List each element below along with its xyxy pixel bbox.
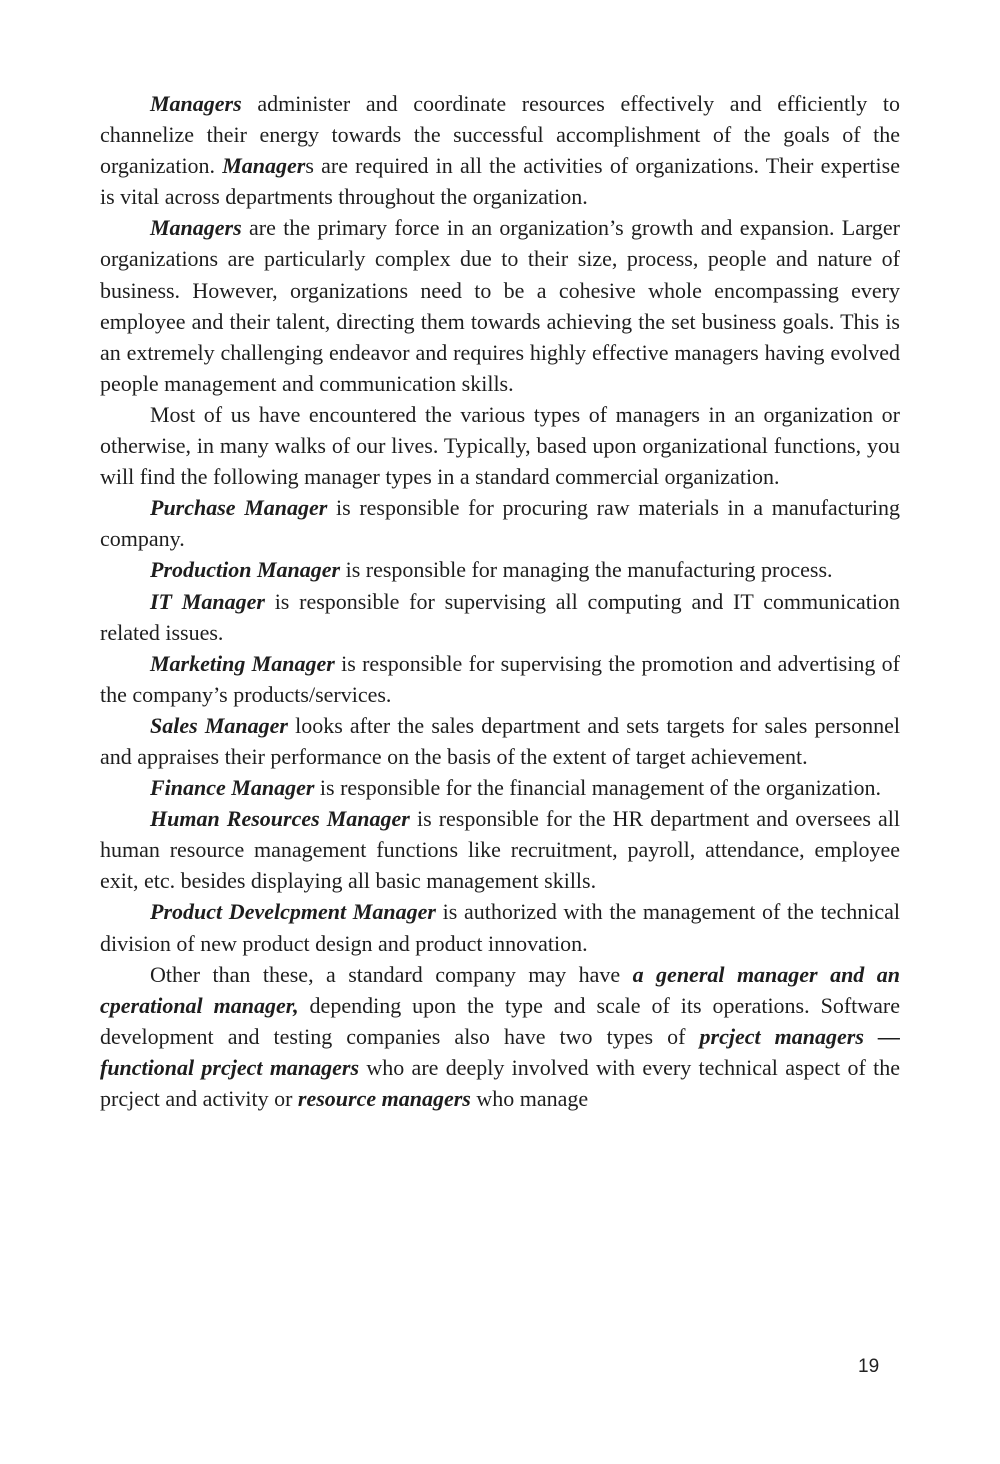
text-run: looks after the sales department and sets targets for sales personnel and appraises their performance on the basis of the extent of target achievement. [100, 712, 900, 769]
text-run: is responsible for the HR department and oversees all human resource management functions like recruitment, payroll, attendance, employee exit, etc. besides displaying all basic management skills. [100, 806, 900, 894]
emphasis: Managers [150, 91, 242, 116]
paragraph [100, 88, 900, 212]
emphasis: Purchase Manager [150, 495, 328, 521]
emphasis: Finance Manager [150, 775, 315, 801]
text-run: who are deeply involved with every technical aspect of the prcject and activity or [100, 1054, 900, 1111]
emphasis: prcject managers — functional prcject managers [100, 1023, 900, 1080]
emphasis: Production Manager [150, 557, 341, 583]
emphasis: a general manager and an cperational manager, [100, 961, 900, 1018]
text-run: Other than these, a standard company may have [150, 961, 633, 987]
text-run: who manage [470, 1086, 589, 1111]
text-run: Most of us have encountered the various types of managers in an organization or otherwise, in many walks of our lives. Typically, based upon organizational functions, you will find the following manager types in a standard commercial organization. [100, 401, 900, 490]
text-run: is responsible for managing the manufacturing process. [340, 557, 833, 583]
paragraph [100, 492, 900, 554]
paragraph [100, 803, 900, 896]
paragraph [100, 212, 900, 399]
text-run: is responsible for the financial management of the organization. [314, 775, 881, 801]
text-run: are the primary force in an organization’s growth and expansion. Larger organizations are particularly complex due to their size, process, people and nature of business. However, organizations need to be a cohesive whole encompassing every employee and their talent, directing them towards achieving the set business goals. This is an extremely challenging endeavor and requires highly effective managers having evolved people management and communication skills. [100, 215, 900, 396]
paragraph [100, 772, 900, 803]
emphasis: Sales Manager [150, 712, 288, 738]
text-run: is responsible for procuring raw materials in a manufacturing company. [100, 495, 901, 552]
paragraph [100, 399, 900, 492]
text-run: administer and coordinate resources effectively and efficiently to channelize their energy towards the successful accomplishment of the goals of the organization. [100, 91, 900, 179]
text-run: s are required in all the activities of organizations. Their expertise is vital across departments throughout the organization. [100, 153, 900, 210]
emphasis: Product Develcpment Manager [150, 899, 436, 925]
emphasis: resource managers [297, 1086, 471, 1111]
emphasis: Human Resources Manager [150, 806, 410, 832]
paragraph [100, 896, 900, 958]
emphasis: Marketing Manager [150, 650, 335, 676]
emphasis: Managers [150, 215, 242, 241]
paragraph [100, 710, 900, 772]
paragraph [100, 648, 900, 710]
paragraph [100, 586, 900, 648]
text-run: depending upon the type and scale of its operations. Software development and testing companies also have two types of [100, 992, 900, 1049]
emphasis: IT Manager [150, 588, 265, 614]
page-number: 19 [858, 1356, 880, 1377]
text-run: is responsible for supervising the promotion and advertising of the company’s products/services. [100, 650, 900, 707]
paragraph [100, 959, 900, 1114]
paragraph [100, 554, 900, 585]
emphasis: Manager [222, 153, 306, 179]
page-body [100, 88, 900, 1114]
text-run: is authorized with the management of the technical division of new product design and product innovation. [100, 899, 900, 956]
text-run: is responsible for supervising all computing and IT communication related issues. [100, 588, 900, 645]
